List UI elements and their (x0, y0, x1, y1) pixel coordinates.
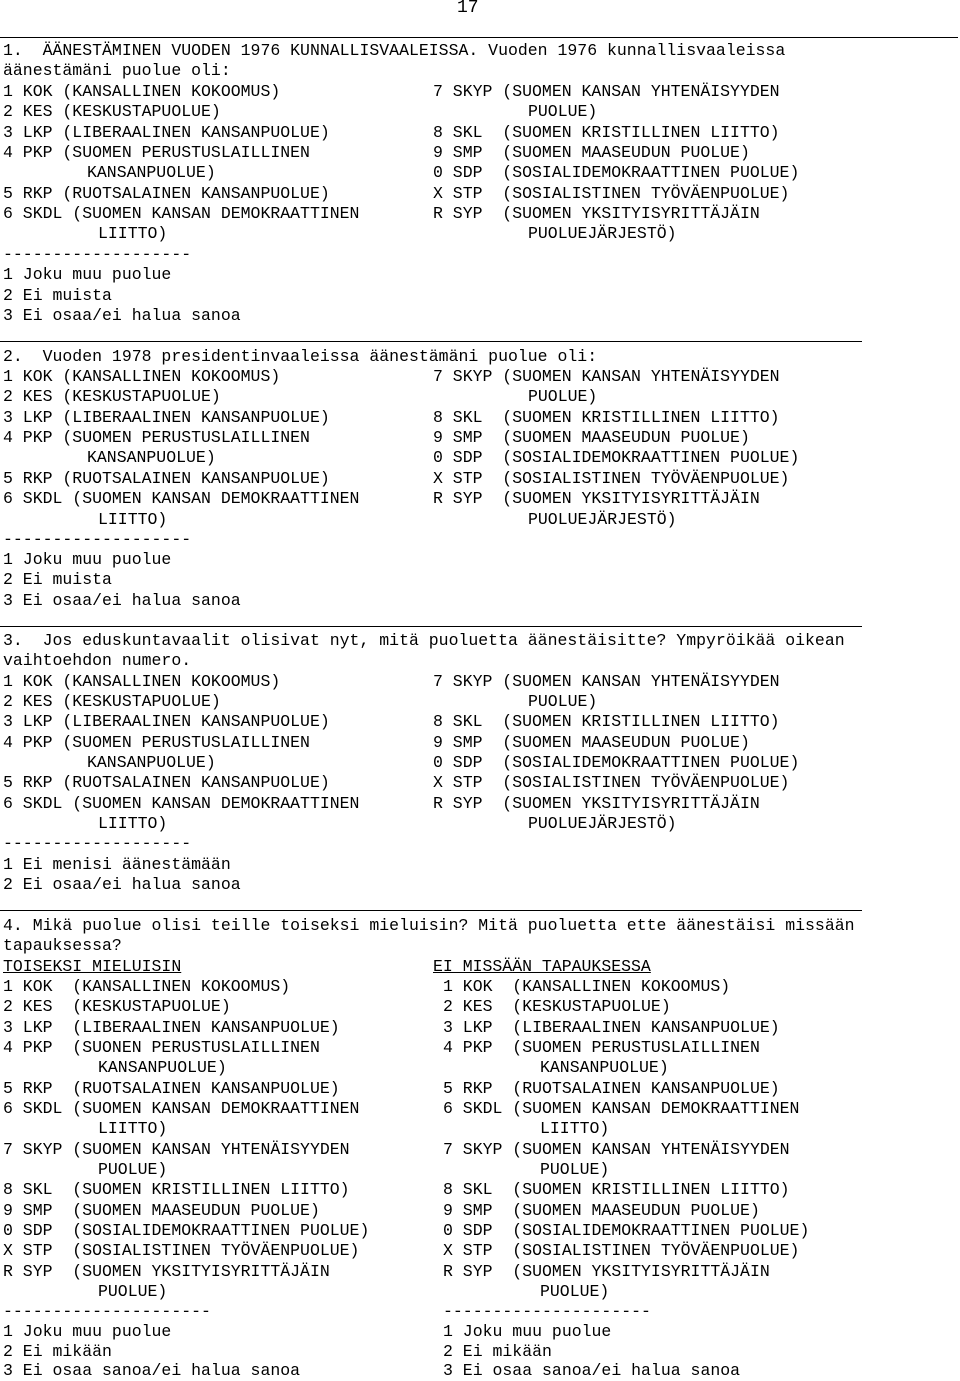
q4-right-column-header: EI MISSÄÄN TAPAUKSESSA (433, 957, 651, 976)
q4-left-extra-2: 2 Ei mikään (3, 1342, 112, 1361)
q3-row-3-right: 8 SKL (SUOMEN KRISTILLINEN LIITTO) (433, 712, 780, 731)
q3-rule (0, 910, 862, 911)
q3-row-4-left: 4 PKP (SUOMEN PERUSTUSLAILLINEN (3, 733, 310, 752)
q1-row-3-left: 3 LKP (LIBERAALINEN KANSANPUOLUE) (3, 123, 330, 142)
q1-row-5-right: 0 SDP (SOSIALIDEMOKRAATTINEN PUOLUE) (433, 163, 800, 182)
q1-row-2-left: 2 KES (KESKUSTAPUOLUE) (3, 102, 221, 121)
q2-row-1-right: 7 SKYP (SUOMEN KANSAN YHTENÄISYYDEN (433, 367, 780, 386)
page-number: 17 (457, 0, 479, 18)
q2-rule (0, 626, 862, 627)
q1-row-7-left: 6 SKDL (SUOMEN KANSAN DEMOKRAATTINEN (3, 204, 360, 223)
q1-row-7-right: R SYP (SUOMEN YKSITYISYRITTÄJÄIN (433, 204, 760, 223)
q1-row-2-right: PUOLUE) (528, 102, 598, 121)
q3-row-7-right: R SYP (SUOMEN YKSITYISYRITTÄJÄIN (433, 794, 760, 813)
q4-left-row-15: R SYP (SUOMEN YKSITYISYRITTÄJÄIN (3, 1262, 330, 1281)
q4-right-row-8: LIITTO) (540, 1119, 610, 1138)
q3-extra-2: 2 Ei osaa/ei halua sanoa (3, 875, 241, 894)
q3-dashes: ------------------- (3, 834, 192, 853)
q4-left-row-12: 9 SMP (SUOMEN MAASEUDUN PUOLUE) (3, 1201, 320, 1220)
q2-row-6-right: X STP (SOSIALISTINEN TYÖVÄENPUOLUE) (433, 469, 790, 488)
q4-left-row-6: 5 RKP (RUOTSALAINEN KANSANPUOLUE) (3, 1079, 340, 1098)
q3-row-4-right: 9 SMP (SUOMEN MAASEUDUN PUOLUE) (433, 733, 750, 752)
q4-right-dashes: --------------------- (443, 1302, 651, 1321)
q4-right-row-7: 6 SKDL (SUOMEN KANSAN DEMOKRAATTINEN (443, 1099, 800, 1118)
q4-right-extra-1: 1 Joku muu puolue (443, 1322, 612, 1341)
q1-row-3-right: 8 SKL (SUOMEN KRISTILLINEN LIITTO) (433, 123, 780, 142)
q1-dashes: ------------------- (3, 245, 192, 264)
q2-row-2-left: 2 KES (KESKUSTAPUOLUE) (3, 387, 221, 406)
q4-right-row-12: 9 SMP (SUOMEN MAASEUDUN PUOLUE) (443, 1201, 760, 1220)
q4-right-row-2: 2 KES (KESKUSTAPUOLUE) (443, 997, 671, 1016)
q1-title: 1. ÄÄNESTÄMINEN VUODEN 1976 KUNNALLISVAALEISSA. Vuoden 1976 kunnallisvaaleissa (3, 41, 786, 60)
q3-row-2-right: PUOLUE) (528, 692, 598, 711)
header-rule (0, 37, 958, 38)
q4-left-column-header: TOISEKSI MIELUISIN (3, 957, 182, 976)
q2-row-1-left: 1 KOK (KANSALLINEN KOKOOMUS) (3, 367, 281, 386)
q1-extra-2: 2 Ei muista (3, 286, 112, 305)
q4-left-row-16: PUOLUE) (98, 1282, 168, 1301)
q1-row-6-right: X STP (SOSIALISTINEN TYÖVÄENPUOLUE) (433, 184, 790, 203)
q2-row-2-right: PUOLUE) (528, 387, 598, 406)
q3-row-7-left: 6 SKDL (SUOMEN KANSAN DEMOKRAATTINEN (3, 794, 360, 813)
q2-row-4-left: 4 PKP (SUOMEN PERUSTUSLAILLINEN (3, 428, 310, 447)
q4-right-row-9: 7 SKYP (SUOMEN KANSAN YHTENÄISYYDEN (443, 1140, 790, 1159)
q4-left-row-1: 1 KOK (KANSALLINEN KOKOOMUS) (3, 977, 291, 996)
q1-row-8-right: PUOLUEJÄRJESTÖ) (528, 224, 677, 243)
q2-row-7-right: R SYP (SUOMEN YKSITYISYRITTÄJÄIN (433, 489, 760, 508)
q4-right-row-15: R SYP (SUOMEN YKSITYISYRITTÄJÄIN (443, 1262, 770, 1281)
q3-row-1-right: 7 SKYP (SUOMEN KANSAN YHTENÄISYYDEN (433, 672, 780, 691)
q2-extra-1: 1 Joku muu puolue (3, 550, 172, 569)
q4-left-row-13: 0 SDP (SOSIALIDEMOKRAATTINEN PUOLUE) (3, 1221, 370, 1240)
q4-right-row-10: PUOLUE) (540, 1160, 610, 1179)
q3-row-6-left: 5 RKP (RUOTSALAINEN KANSANPUOLUE) (3, 773, 330, 792)
q2-row-5-right: 0 SDP (SOSIALIDEMOKRAATTINEN PUOLUE) (433, 448, 800, 467)
q2-row-3-right: 8 SKL (SUOMEN KRISTILLINEN LIITTO) (433, 408, 780, 427)
q3-row-5-left: KANSANPUOLUE) (87, 753, 216, 772)
q3-row-2-left: 2 KES (KESKUSTAPUOLUE) (3, 692, 221, 711)
q2-row-4-right: 9 SMP (SUOMEN MAASEUDUN PUOLUE) (433, 428, 750, 447)
q4-left-extra-3: 3 Ei osaa sanoa/ei halua sanoa (3, 1361, 301, 1380)
q4-left-row-10: PUOLUE) (98, 1160, 168, 1179)
q1-rule (0, 341, 862, 342)
q2-extra-2: 2 Ei muista (3, 570, 112, 589)
q3-row-5-right: 0 SDP (SOSIALIDEMOKRAATTINEN PUOLUE) (433, 753, 800, 772)
q3-extra-1: 1 Ei menisi äänestämään (3, 855, 231, 874)
q4-left-dashes: --------------------- (3, 1302, 211, 1321)
q3-row-1-left: 1 KOK (KANSALLINEN KOKOOMUS) (3, 672, 281, 691)
q4-title-line2: tapauksessa? (3, 936, 122, 955)
q4-left-row-14: X STP (SOSIALISTINEN TYÖVÄENPUOLUE) (3, 1241, 360, 1260)
q1-row-4-left: 4 PKP (SUOMEN PERUSTUSLAILLINEN (3, 143, 310, 162)
q3-title: 3. Jos eduskuntavaalit olisivat nyt, mitä puoluetta äänestäisitte? Ympyröikää oikean (3, 631, 845, 650)
q4-right-row-3: 3 LKP (LIBERAALINEN KANSANPUOLUE) (443, 1018, 780, 1037)
q3-row-3-left: 3 LKP (LIBERAALINEN KANSANPUOLUE) (3, 712, 330, 731)
q4-right-extra-3: 3 Ei osaa sanoa/ei halua sanoa (443, 1361, 741, 1380)
q4-right-row-13: 0 SDP (SOSIALIDEMOKRAATTINEN PUOLUE) (443, 1221, 810, 1240)
q2-row-7-left: 6 SKDL (SUOMEN KANSAN DEMOKRAATTINEN (3, 489, 360, 508)
q1-intro: äänestämäni puolue oli: (3, 61, 231, 80)
q2-dashes: ------------------- (3, 530, 192, 549)
q4-right-row-1: 1 KOK (KANSALLINEN KOKOOMUS) (443, 977, 731, 996)
q4-left-row-2: 2 KES (KESKUSTAPUOLUE) (3, 997, 231, 1016)
q2-row-8-right: PUOLUEJÄRJESTÖ) (528, 510, 677, 529)
q2-extra-3: 3 Ei osaa/ei halua sanoa (3, 591, 241, 610)
q1-row-1-right: 7 SKYP (SUOMEN KANSAN YHTENÄISYYDEN (433, 82, 780, 101)
q3-title-line2: vaihtoehdon numero. (3, 651, 192, 670)
q4-right-row-16: PUOLUE) (540, 1282, 610, 1301)
q4-left-extra-1: 1 Joku muu puolue (3, 1322, 172, 1341)
q1-row-6-left: 5 RKP (RUOTSALAINEN KANSANPUOLUE) (3, 184, 330, 203)
q4-left-row-11: 8 SKL (SUOMEN KRISTILLINEN LIITTO) (3, 1180, 350, 1199)
q3-row-8-right: PUOLUEJÄRJESTÖ) (528, 814, 677, 833)
q4-left-row-4: 4 PKP (SUONEN PERUSTUSLAILLINEN (3, 1038, 320, 1057)
q1-row-4-right: 9 SMP (SUOMEN MAASEUDUN PUOLUE) (433, 143, 750, 162)
q4-right-row-4: 4 PKP (SUOMEN PERUSTUSLAILLINEN (443, 1038, 760, 1057)
q4-right-row-6: 5 RKP (RUOTSALAINEN KANSANPUOLUE) (443, 1079, 780, 1098)
q2-title: 2. Vuoden 1978 presidentinvaaleissa äänestämäni puolue oli: (3, 347, 598, 366)
q1-row-5-left: KANSANPUOLUE) (87, 163, 216, 182)
q2-row-3-left: 3 LKP (LIBERAALINEN KANSANPUOLUE) (3, 408, 330, 427)
q4-right-row-14: X STP (SOSIALISTINEN TYÖVÄENPUOLUE) (443, 1241, 800, 1260)
q1-extra-3: 3 Ei osaa/ei halua sanoa (3, 306, 241, 325)
q3-row-8-left: LIITTO) (98, 814, 168, 833)
q4-title: 4. Mikä puolue olisi teille toiseksi mieluisin? Mitä puoluetta ette äänestäisi missään (3, 916, 855, 935)
q1-row-8-left: LIITTO) (98, 224, 168, 243)
q1-row-1-left: 1 KOK (KANSALLINEN KOKOOMUS) (3, 82, 281, 101)
q4-left-row-7: 6 SKDL (SUOMEN KANSAN DEMOKRAATTINEN (3, 1099, 360, 1118)
q3-row-6-right: X STP (SOSIALISTINEN TYÖVÄENPUOLUE) (433, 773, 790, 792)
q4-left-row-9: 7 SKYP (SUOMEN KANSAN YHTENÄISYYDEN (3, 1140, 350, 1159)
q4-left-row-3: 3 LKP (LIBERAALINEN KANSANPUOLUE) (3, 1018, 340, 1037)
q4-right-row-5: KANSANPUOLUE) (540, 1058, 669, 1077)
q4-left-row-5: KANSANPUOLUE) (98, 1058, 227, 1077)
q1-extra-1: 1 Joku muu puolue (3, 265, 172, 284)
q4-right-extra-2: 2 Ei mikään (443, 1342, 552, 1361)
q2-row-5-left: KANSANPUOLUE) (87, 448, 216, 467)
q2-row-6-left: 5 RKP (RUOTSALAINEN KANSANPUOLUE) (3, 469, 330, 488)
q2-row-8-left: LIITTO) (98, 510, 168, 529)
q4-left-row-8: LIITTO) (98, 1119, 168, 1138)
q4-right-row-11: 8 SKL (SUOMEN KRISTILLINEN LIITTO) (443, 1180, 790, 1199)
